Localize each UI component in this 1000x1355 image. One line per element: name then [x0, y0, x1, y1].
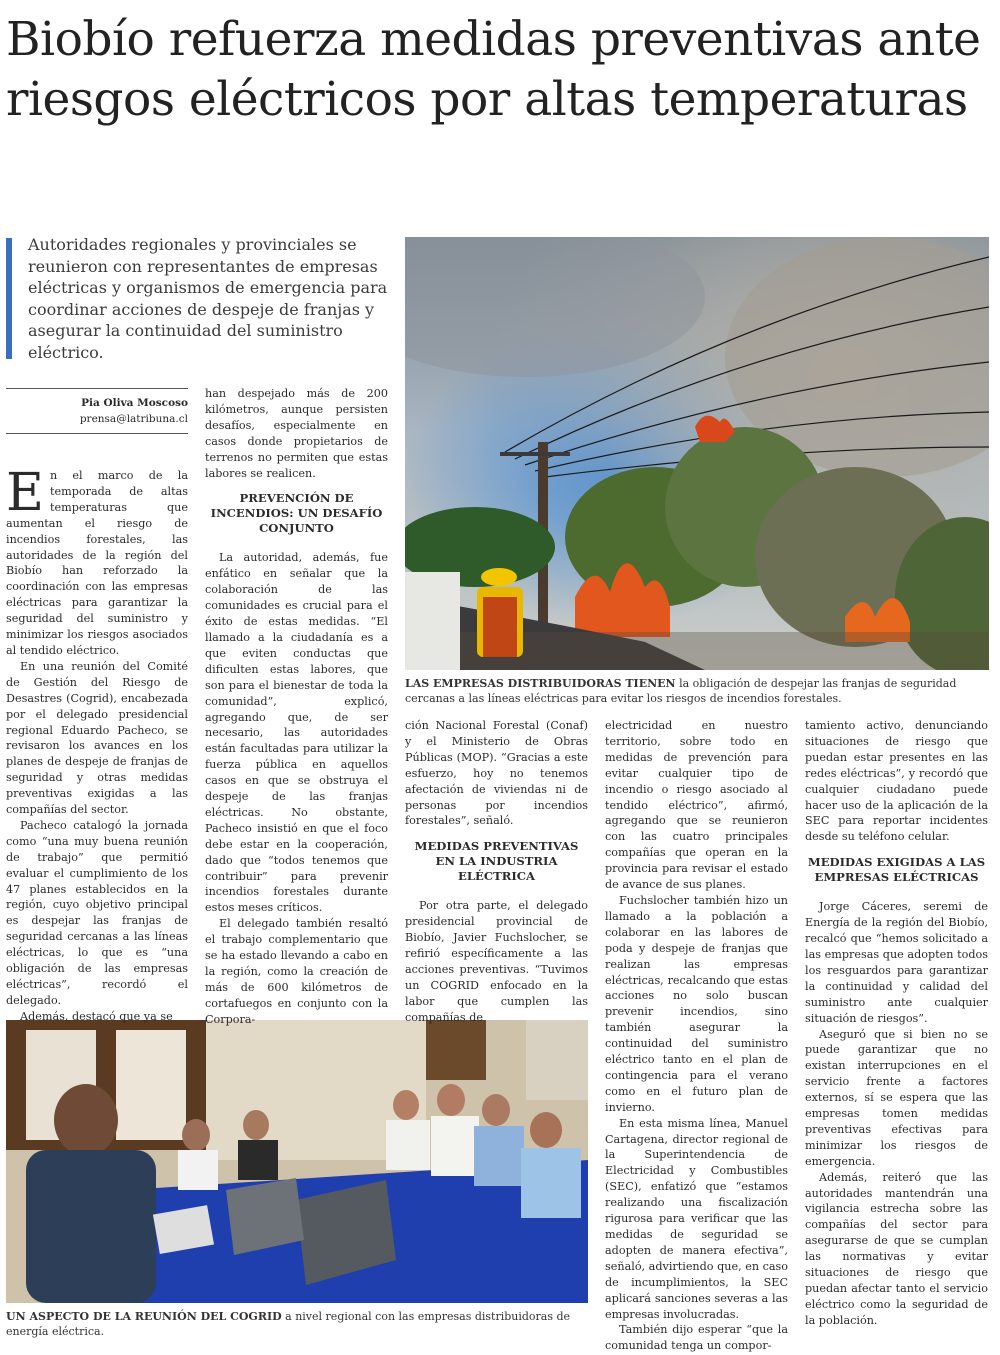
- meeting-photo-caption: [6, 1309, 588, 1339]
- fire-photo: [405, 237, 989, 670]
- lead-paragraph: Autoridades regionales y provinciales se reunieron con representantes de empresas eléctricas y organismos de emergencia para coordinar acciones de despeje de franjas y asegurar la continuidad del suministro eléctrico.: [28, 235, 388, 362]
- col5-paragraph-3: Aseguró que si bien no se puede garantizar que no existan interrupciones en el servicio frente a factores externos, sí se espera que las empresas tomen medidas preventivas efectivas para minimizar los riesgos de emergencia.: [805, 1027, 988, 1168]
- col1-paragraph-4: Además, destacó que ya se: [20, 1009, 173, 1023]
- col5-subhead: MEDIDAS EXIGIDAS A LAS EMPRESAS ELÉCTRICAS: [807, 855, 986, 885]
- fire-caption-text: la obligación de despejar las franjas de seguridad cercanas a las líneas eléctricas para evitar los riesgos de incendios forestales.: [405, 677, 957, 705]
- column-2: [205, 386, 388, 1028]
- col3-subhead: MEDIDAS PREVENTIVAS EN LA INDUSTRIA ELÉCTRICA: [414, 839, 579, 884]
- byline-email[interactable]: prensa@latribuna.cl: [79, 413, 188, 425]
- headline: Biobío refuerza medidas preventivas ante riesgos eléctricos por altas temperaturas: [6, 12, 981, 127]
- col4-paragraph-3: En esta misma línea, Manuel Cartagena, director regional de la Superintendencia de Electricidad y Combustibles (SEC), enfatizó que “estamos realizando una fiscalización rigurosa para verificar que las medidas de seguridad se adopten de manera efectiva”, señaló, advirtiendo que, en caso de incumplimientos, la SEC aplicará sanciones severas a las empresas involucradas.: [605, 1116, 788, 1321]
- fire-caption-bold: LAS EMPRESAS DISTRIBUIDORAS TIENEN: [405, 677, 676, 690]
- col2-paragraph-2: La autoridad, además, fue enfático en señalar que la colaboración de las comunidades es crucial para el éxito de estas medidas. “El llamado a la ciudadanía es a que eviten conductas que dificulten estas labores, que son para el bienestar de toda la comunidad”, explicó, agregando que, de ser necesario, las autoridades están facultadas para utilizar la fuerza pública en aquellos casos en que se obstruya el despeje de las franjas eléctricas. No obstante, Pacheco insistió en que el foco debe estar en la cooperación, dado que “todos tenemos que contribuir” para prevenir incendios forestales durante estos meses críticos.: [205, 551, 388, 915]
- col3-paragraph-2: Por otra parte, el delegado presidencial provincial de Biobío, Javier Fuchslocher, se refirió específicamente a las acciones preventivas. “Tuvimos un COGRID enfocado en la labor que cumplen las compañías de: [405, 899, 588, 1024]
- col4-paragraph-1: electricidad en nuestro territorio, sobre todo en medidas de prevención para evitar cualquier tipo de incendio o riesgo asociado al tendido eléctrico”, afirmó, agregando que se reunieron con las cuatro principales compañías que operan en la provincia para revisar el estado de avance de sus planes.: [605, 719, 788, 892]
- meeting-caption-text: a nivel regional con las empresas distribuidoras de energía eléctrica.: [6, 1310, 571, 1338]
- col1-paragraph-2: En una reunión del Comité de Gestión del Riesgo de Desastres (Cogrid), encabezada por el delegado presidencial regional Eduardo Pacheco, se revisaron los avances en los planes de despeje de franjas de seguridad y otras medidas preventivas exigidas a las compañías del sector.: [6, 659, 188, 817]
- lead-accent-bar: [6, 238, 12, 359]
- col1-paragraph-3: Pacheco catalogó la jornada como “una muy buena reunión de trabajo” que permitió evaluar el cumplimiento de los 47 planes establecidos en la región, cuyo objetivo principal es despejar las franjas de seguridad cercanas a las líneas eléctricas, lo que es “una obligación de las empresas eléctricas”, recordó el delegado.: [6, 818, 188, 1007]
- col2-subhead: PREVENCIÓN DE INCENDIOS: UN DESAFÍO CONJUNTO: [210, 491, 383, 536]
- column-4: [605, 718, 788, 1354]
- fire-photo-caption: [405, 676, 989, 706]
- column-3: [405, 718, 588, 1026]
- fire-photo-image: [405, 237, 989, 670]
- meeting-caption-bold: UN ASPECTO DE LA REUNIÓN DEL COGRID: [6, 1310, 282, 1323]
- col5-paragraph-2: Jorge Cáceres, seremi de Energía de la región del Biobío, recalcó que “hemos solicitado a las empresas que adopten todos los resguardos para garantizar la continuidad y calidad del suministro ante cualquier situación de riesgos”.: [805, 900, 988, 1025]
- col4-paragraph-2: Fuchslocher también hizo un llamado a la población a colaborar en las labores de poda y despeje de franjas que realizan las empresas eléctricas, recalcando que estas acciones no solo buscan prevenir incendios, sino también asegurar la continuidad del suministro eléctrico tanto en el plan de contingencia para el verano como en el futuro plan de invierno.: [605, 893, 788, 1114]
- byline-author: Pia Oliva Moscoso: [81, 397, 188, 409]
- col5-paragraph-1: tamiento activo, denunciando situaciones de riesgo que puedan estar presentes en las redes eléctricas”, y recordó que cualquier ciudadano puede hacer uso de la aplicación de la SEC para reportar incidentes desde su teléfono celular.: [805, 719, 988, 844]
- col2-paragraph-3: El delegado también resaltó el trabajo complementario que se ha estado llevando a cabo en la región, como la creación de más de 600 kilómetros de cortafuegos en conjunto con la Corpora-: [205, 917, 388, 1026]
- col3-paragraph-1: ción Nacional Forestal (Conaf) y el Ministerio de Obras Públicas (MOP). “Gracias a este esfuerzo, hoy no tenemos afectación de viviendas ni de personas por incendios forestales”, señaló.: [405, 719, 588, 828]
- col5-paragraph-4: Además, reiteró que las autoridades mantendrán una vigilancia estrecha sobre las compañías del sector para asegurarse de que se cumplan las normativas y evitar situaciones de riesgo que puedan afectar tanto el servicio eléctrico como la seguridad de la población.: [805, 1170, 988, 1327]
- dropcap: E: [6, 463, 44, 523]
- byline: [6, 388, 188, 434]
- col1-paragraph-1: En el marco de la temporada de altas temperaturas que aumentan el riesgo de incendios forestales, las autoridades de la región del Biobío han reforzado la coordinación con las empresas eléctricas para garantizar la seguridad del suministro y minimizar los riesgos asociados al tendido eléctrico.: [6, 463, 188, 657]
- column-5: [805, 718, 988, 1329]
- column-1: [6, 463, 188, 1025]
- col2-paragraph-1: han despejado más de 200 kilómetros, aunque persisten desafíos, especialmente en casos donde propietarios de terrenos no permiten que estas labores se realicen.: [205, 387, 388, 480]
- meeting-photo: [6, 1020, 588, 1303]
- meeting-photo-image: [6, 1020, 588, 1303]
- col4-paragraph-4: También dijo esperar “que la comunidad tenga un compor-: [605, 1323, 788, 1353]
